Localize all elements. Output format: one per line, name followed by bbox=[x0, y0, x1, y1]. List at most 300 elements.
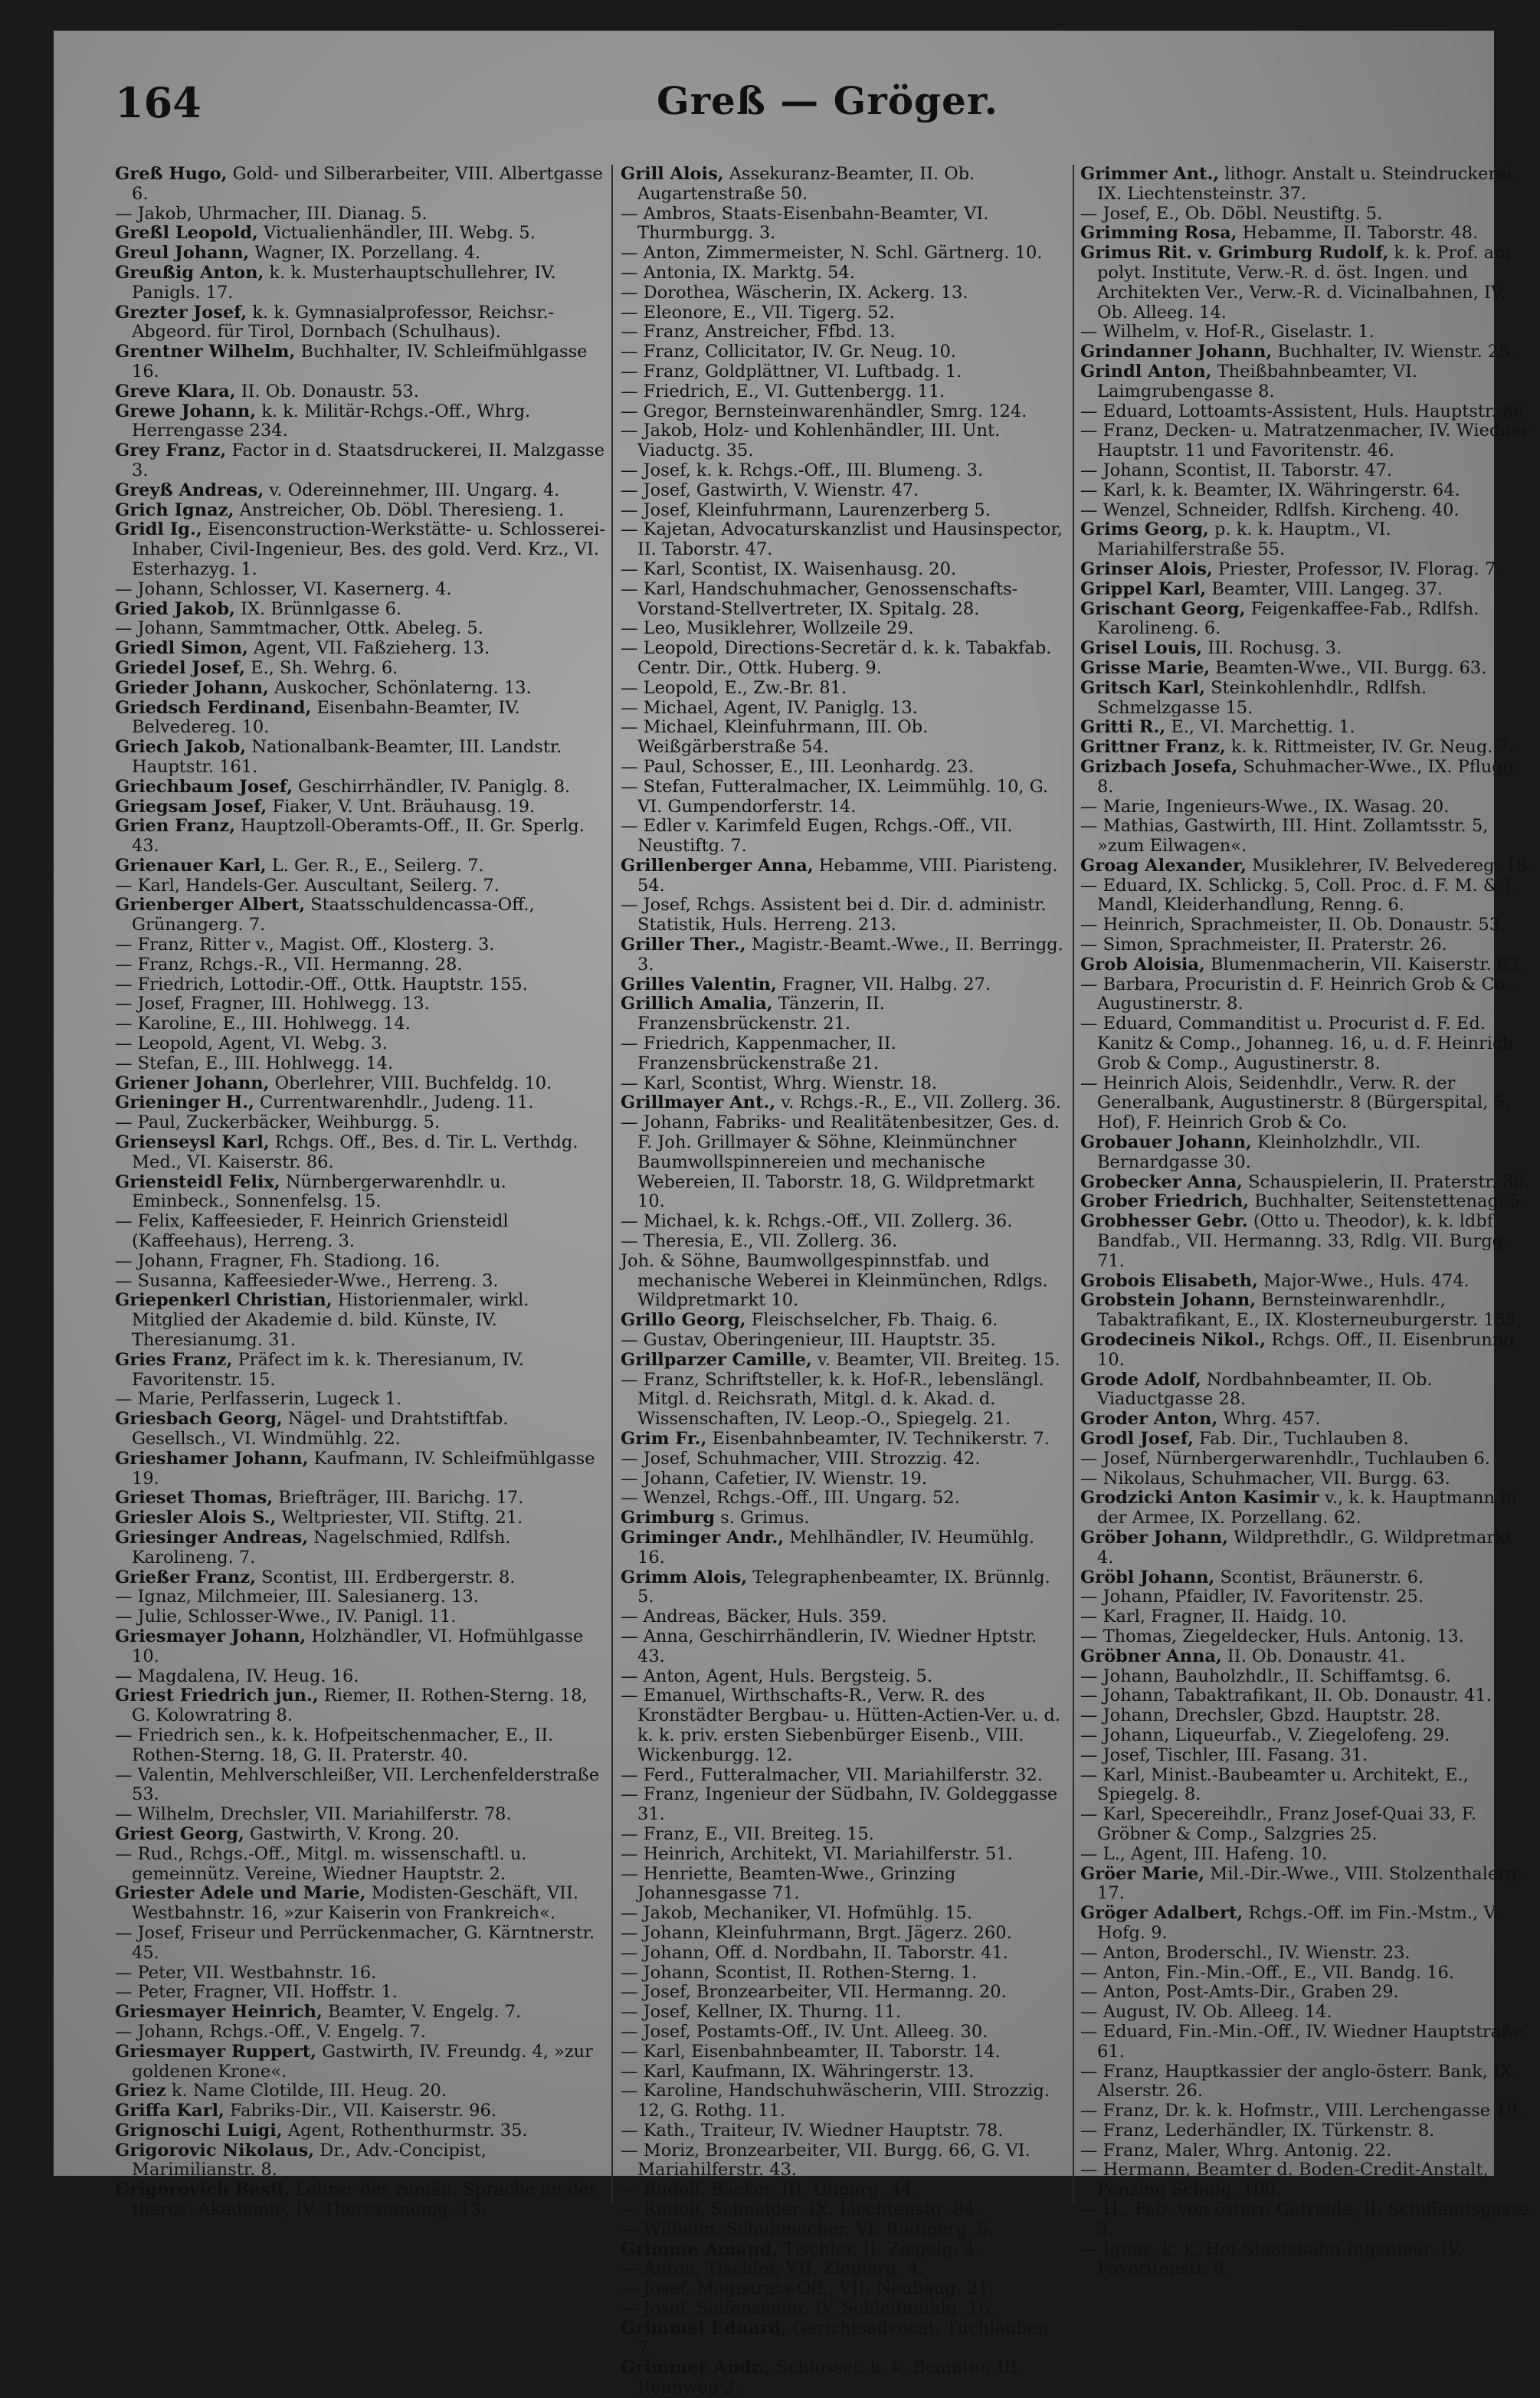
directory-entry bbox=[115, 382, 605, 402]
entry-name: Grob Aloisia, bbox=[1080, 954, 1205, 975]
directory-entry bbox=[115, 935, 605, 955]
entry-text: Fleischselcher, Fb. Thaig. 6. bbox=[751, 1310, 998, 1331]
directory-entry bbox=[621, 1845, 1065, 1865]
entry-text: — Johann, Fragner, Fh. Stadiong. 16. bbox=[115, 1250, 441, 1271]
directory-entry bbox=[1080, 955, 1534, 975]
entry-text: — Johann, Liqueurfab., V. Ziegelofeng. 29. bbox=[1080, 1725, 1450, 1745]
directory-entry bbox=[1080, 323, 1534, 342]
entry-name: Grindl Anton, bbox=[1080, 361, 1212, 382]
directory-entry bbox=[621, 1489, 1065, 1509]
entry-text: — Anton, Zimmermeister, N. Schl. Gärtnerg. 10. bbox=[621, 243, 1043, 264]
entry-text: Hebamme, II. Taborstr. 48. bbox=[1242, 223, 1479, 244]
entry-name: Grinser Alois, bbox=[1080, 559, 1213, 579]
directory-entry bbox=[115, 798, 605, 817]
entry-text: — Jakob, Mechaniker, VI. Hofmühlg. 15. bbox=[621, 1903, 972, 1924]
directory-entry bbox=[115, 1627, 605, 1667]
directory-entry bbox=[1080, 975, 1534, 1015]
entry-name: Griepenkerl Christian, bbox=[115, 1290, 333, 1311]
directory-entry bbox=[621, 699, 1065, 719]
entry-text: — Antonia, IX. Marktg. 54. bbox=[621, 262, 855, 283]
entry-text: Fabriks-Dir., VII. Kaiserstr. 96. bbox=[230, 2101, 496, 2121]
entry-text: v., k. k. Hauptmann in der Armee, IX. Porzellang. 62. bbox=[1097, 1488, 1517, 1528]
entry-text: — Franz, Ritter v., Magist. Off., Klosterg. 3. bbox=[115, 935, 495, 955]
directory-entry bbox=[115, 876, 605, 896]
directory-entry bbox=[1080, 1964, 1534, 1984]
entry-text: — Paul, Schosser, E., III. Leonhardg. 23. bbox=[621, 756, 974, 777]
entry-name: Grodl Josef, bbox=[1080, 1429, 1194, 1449]
directory-entry bbox=[621, 303, 1065, 323]
directory-entry bbox=[1080, 738, 1534, 758]
entry-text: Nagelschmied, Rdlfsh. Karolineng. 7. bbox=[132, 1527, 511, 1568]
entry-text: k. k. Prof. am polyt. Institute, Verw.-R. d. öst. Ingen. und Architekten Ver., Verw.-R. d. Vicinalbahnen, IV. Ob. Alleeg. 14. bbox=[1097, 243, 1511, 323]
entry-text: Präfect im k. k. Theresianum, IV. Favoritenstr. 15. bbox=[132, 1349, 524, 1390]
entry-text: L. Ger. R., E., Seilerg. 7. bbox=[271, 855, 484, 876]
entry-name: Grimmel Eduard, bbox=[621, 2318, 788, 2338]
entry-text: — Wilhelm, Drechsler, VII. Mariahilferstr. 78. bbox=[115, 1804, 512, 1825]
entry-text: Tischler, II. Ziegelg. 4. bbox=[783, 2239, 981, 2259]
entry-name: Griller Ther., bbox=[621, 935, 746, 955]
directory-entry bbox=[1080, 718, 1534, 738]
directory-entry bbox=[621, 857, 1065, 896]
directory-entry bbox=[115, 501, 605, 521]
directory-entry bbox=[115, 1924, 605, 1964]
entry-name: Grießer Franz, bbox=[115, 1567, 257, 1587]
directory-entry bbox=[621, 994, 1065, 1034]
entry-name: Grimme Amand, bbox=[621, 2239, 778, 2259]
entry-text: Nürnbergerwarenhdlr. u. Eminbeck., Sonnenfelsg. 15. bbox=[132, 1171, 506, 1212]
entry-text: — Franz, Hauptkassier der anglo-österr. Bank, IX. Alserstr. 26. bbox=[1080, 2061, 1519, 2102]
directory-entry bbox=[621, 2319, 1065, 2359]
directory-entry bbox=[1080, 1627, 1534, 1647]
entry-text: Eisenbahn-Beamter, IV. Belvedereg. 10. bbox=[132, 697, 520, 738]
directory-entry bbox=[621, 619, 1065, 639]
directory-entry bbox=[621, 2062, 1065, 2082]
entry-text: Telegraphenbeamter, IX. Brünnlg. 5. bbox=[637, 1567, 1050, 1607]
entry-name: Grienseysl Karl, bbox=[115, 1132, 270, 1153]
entry-name: Grimming Rosa, bbox=[1080, 223, 1237, 244]
entry-text: Gold- und Silberarbeiter, VIII. Albertgasse 6. bbox=[132, 164, 603, 204]
entry-text: Tänzerin, II. Franzensbrückenstr. 21. bbox=[637, 994, 885, 1034]
entry-name: Griesinger Andreas, bbox=[115, 1527, 309, 1548]
directory-entry bbox=[1080, 639, 1534, 659]
directory-entry bbox=[621, 718, 1065, 758]
entry-name: Grignoschi Luigi, bbox=[115, 2120, 283, 2141]
directory-entry bbox=[115, 1489, 605, 1509]
entry-text: — Jakob, Holz- und Kohlenhändler, III. Unt. Viaductg. 35. bbox=[621, 421, 1001, 461]
directory-entry bbox=[621, 1469, 1065, 1489]
entry-text: Scontist, Bräunerstr. 6. bbox=[1220, 1567, 1424, 1587]
directory-entry bbox=[115, 2121, 605, 2141]
entry-text: — Felix, Kaffeesieder, F. Heinrich Griensteidl (Kaffeehaus), Herreng. 3. bbox=[115, 1211, 509, 1252]
entry-name: Greußig Anton, bbox=[115, 262, 264, 283]
directory-entry bbox=[1080, 1430, 1534, 1450]
entry-text: — Johann, Sammtmacher, Ottk. Abeleg. 5. bbox=[115, 618, 483, 639]
directory-entry bbox=[621, 1607, 1065, 1627]
directory-entry bbox=[621, 1371, 1065, 1430]
entry-text: — Anton, Post-Amts-Dir., Graben 29. bbox=[1080, 1982, 1399, 2003]
directory-entry bbox=[115, 1034, 605, 1054]
entry-text: Fiaker, V. Unt. Bräuhausg. 19. bbox=[272, 796, 536, 817]
entry-name: Griedl Simon, bbox=[115, 638, 248, 659]
entry-text: — Franz, E., VII. Breiteg. 15. bbox=[621, 1823, 874, 1844]
directory-entry bbox=[1080, 1865, 1534, 1905]
entry-text: v. Odereinnehmer, III. Ungarg. 4. bbox=[269, 480, 560, 500]
entry-name: Griester Adele und Marie, bbox=[115, 1883, 366, 1904]
directory-entry bbox=[621, 1509, 1065, 1528]
directory-entry bbox=[115, 1568, 605, 1588]
directory-entry bbox=[115, 1766, 605, 1806]
directory-page bbox=[54, 31, 1533, 2398]
entry-text: — Mathias, Gastwirth, III. Hint. Zollamtsstr. 5, »zum Eilwagen«. bbox=[1080, 816, 1489, 857]
directory-entry bbox=[115, 857, 605, 876]
directory-entry bbox=[621, 244, 1065, 264]
entry-text: — Wenzel, Rchgs.-Off., III. Ungarg. 52. bbox=[621, 1488, 960, 1509]
directory-entry bbox=[115, 1014, 605, 1034]
directory-entry bbox=[115, 1528, 605, 1568]
entry-text: Beamter, V. Engelg. 7. bbox=[328, 2002, 522, 2023]
entry-text: E., Sh. Wehrg. 6. bbox=[251, 657, 398, 678]
entry-text: Buchhalter, IV. Wienstr. 25. bbox=[1277, 342, 1515, 362]
directory-entry bbox=[1080, 817, 1534, 857]
directory-entry bbox=[115, 165, 605, 205]
directory-entry bbox=[115, 224, 605, 244]
entry-text: Priester, Professor, IV. Florag. 7. bbox=[1217, 559, 1502, 579]
directory-entry bbox=[115, 994, 605, 1014]
directory-entry bbox=[621, 382, 1065, 402]
entry-text: Mil.-Dir.-Wwe., VIII. Stolzenthalerg. 17. bbox=[1097, 1863, 1523, 1904]
entry-text: Musiklehrer, IV. Belvedereg. 18. bbox=[1252, 855, 1533, 876]
directory-entry bbox=[115, 1450, 605, 1489]
entry-text: Kleinholzhdlr., VII. Bernardgasse 30. bbox=[1097, 1132, 1421, 1172]
directory-entry bbox=[1080, 1944, 1534, 1964]
entry-text: Magistr.-Beamt.-Wwe., II. Berringg. 3. bbox=[637, 935, 1063, 975]
entry-text: — Ignaz, Milchmeier, III. Salesianerg. 13. bbox=[115, 1587, 479, 1607]
directory-entry bbox=[621, 1093, 1065, 1113]
directory-entry bbox=[115, 1587, 605, 1607]
column-rule bbox=[611, 165, 613, 2203]
directory-entry bbox=[1080, 362, 1534, 402]
page-header bbox=[115, 78, 1540, 139]
directory-entry bbox=[1080, 2200, 1534, 2240]
entry-name: Griez bbox=[115, 2081, 166, 2102]
entry-text: Hebamme, VIII. Piaristeng. 54. bbox=[637, 855, 1058, 896]
entry-name: Groder Anton, bbox=[1080, 1409, 1218, 1430]
entry-text: — Franz, Rchgs.-R., VII. Hermanng. 28. bbox=[115, 954, 463, 975]
page-number: 164 bbox=[115, 78, 202, 127]
entry-name: Gröber Johann, bbox=[1080, 1527, 1228, 1548]
directory-entry bbox=[1080, 1528, 1534, 1568]
entry-text: Wagner, IX. Porzellang. 4. bbox=[254, 243, 481, 264]
entry-text: — Karl, Handschuhmacher, Genossenschafts-Vorstand-Stellvertreter, IX. Spitalg. 28. bbox=[621, 578, 1018, 619]
entry-text: — Franz, Maler, Whrg. Antonig. 22. bbox=[1080, 2140, 1392, 2160]
entry-text: Victualienhändler, III. Webg. 5. bbox=[264, 223, 536, 244]
entry-text: Gerichtsadvocat, Tuchlauben 7. bbox=[637, 2318, 1049, 2358]
entry-text: — Rudolf, Bäcker, III. Ungarg. 44. bbox=[621, 2180, 918, 2200]
entry-text: — Josef, Schuhmacher, VIII. Strozzig. 42. bbox=[621, 1448, 981, 1469]
entry-text: II. Ob. Donaustr. 41. bbox=[1227, 1646, 1406, 1666]
directory-entry bbox=[1080, 1173, 1534, 1193]
entry-text: — Franz, Collicitator, IV. Gr. Neug. 10. bbox=[621, 342, 956, 362]
entry-text: — Wilhelm, v. Hof-R., Giselastr. 1. bbox=[1080, 322, 1375, 342]
directory-entry bbox=[621, 1232, 1065, 1252]
entry-text: k. Name Clotilde, III. Heug. 20. bbox=[171, 2081, 447, 2102]
entry-name: Gröer Marie, bbox=[1080, 1863, 1205, 1884]
entry-text: — Karl, Minist.-Baubeamter u. Architekt, E., Spiegelg. 8. bbox=[1080, 1764, 1469, 1805]
entry-text: — Andreas, Bäcker, Huls. 359. bbox=[621, 1607, 887, 1627]
entry-name: Grillenberger Anna, bbox=[621, 855, 814, 876]
entry-text: Fab. Dir., Tuchlauben 8. bbox=[1199, 1429, 1409, 1449]
directory-entry bbox=[621, 1686, 1065, 1765]
entry-text: (Otto u. Theodor), k. k. ldbf. Bandfab., VII. Hermanng. 33, Rdlg. VII. Burgg. 71. bbox=[1097, 1211, 1509, 1271]
entry-text: — Anton, Broderschl., IV. Wienstr. 23. bbox=[1080, 1942, 1411, 1963]
entry-text: — Eleonore, E., VII. Tigerg. 52. bbox=[621, 302, 895, 323]
entry-text: — Leopold, E., Zw.-Br. 81. bbox=[621, 677, 847, 698]
directory-entry bbox=[115, 520, 605, 579]
entry-name: Grezter Josef, bbox=[115, 302, 247, 323]
entry-text: — Kajetan, Advocaturskanzlist und Hausinspector, II. Taborstr. 47. bbox=[621, 519, 1063, 560]
directory-entry bbox=[1080, 1845, 1534, 1865]
entry-text: — Johann, Bauholzhdlr., II. Schiffamtsg. 6. bbox=[1080, 1666, 1452, 1686]
entry-text: — Rud., Rchgs.-Off., Mitgl. m. wissenschaftl. u. gemeinnütz. Vereine, Wiedner Hauptstr. 2. bbox=[115, 1843, 527, 1884]
entry-text: Dr., Adv.-Concipist, Marimilianstr. 8. bbox=[132, 2140, 487, 2180]
directory-entry bbox=[115, 1667, 605, 1687]
directory-entry bbox=[621, 679, 1065, 699]
directory-entry bbox=[621, 1252, 1065, 1311]
entry-text: — Karoline, E., III. Hohlwegg. 14. bbox=[115, 1014, 411, 1034]
entry-text: — Josef, Kleinfuhrmann, Laurenzerberg 5. bbox=[621, 500, 991, 520]
entry-text: — Henriette, Beamten-Wwe., Grinzing Johannesgasse 71. bbox=[621, 1863, 956, 1904]
entry-text: Riemer, II. Rothen-Sterng. 18, G. Kolowratring 8. bbox=[132, 1685, 588, 1726]
directory-entry bbox=[115, 778, 605, 798]
entry-text: — Valentin, Mehlverschleißer, VII. Lerchenfelderstraße 53. bbox=[115, 1764, 600, 1805]
entry-name: Grieshamer Johann, bbox=[115, 1448, 309, 1469]
directory-entry bbox=[621, 501, 1065, 521]
directory-entry bbox=[1080, 1410, 1534, 1430]
directory-entry bbox=[621, 1528, 1065, 1568]
entry-name: Grobauer Johann, bbox=[1080, 1132, 1252, 1153]
entry-text: Assekuranz-Beamter, II. Ob. Augartenstraße 50. bbox=[637, 164, 975, 204]
directory-entry bbox=[621, 1331, 1065, 1351]
entry-text: — Anton, Tischler, VII. Zieglerg. 4. bbox=[621, 2259, 925, 2279]
directory-entry bbox=[1080, 1074, 1534, 1133]
directory-entry bbox=[1080, 1766, 1534, 1806]
entry-text: — Eduard, Fin.-Min.-Off., IV. Wiedner Hauptstraße 61. bbox=[1080, 2021, 1523, 2062]
entry-text: — Franz, Decken- u. Matratzenmacher, IV. Wiedner Hauptstr. 11 und Favoritenstr. 46. bbox=[1080, 421, 1530, 461]
directory-entry bbox=[621, 520, 1065, 560]
directory-entry bbox=[1080, 1983, 1534, 2003]
entry-text: — Johann, Rchgs.-Off., V. Engelg. 7. bbox=[115, 2021, 426, 2042]
entry-text: Beamten-Wwe., VII. Burgg. 63. bbox=[1215, 657, 1487, 678]
entry-text: Whrg. 457. bbox=[1223, 1409, 1321, 1430]
directory-entry bbox=[1080, 1014, 1534, 1073]
entry-text: — Karl, Scontist, Whrg. Wienstr. 18. bbox=[621, 1073, 938, 1093]
entry-name: Griedel Josef, bbox=[115, 657, 246, 678]
directory-entry bbox=[1080, 1904, 1534, 1944]
entry-text: — Marie, Ingenieurs-Wwe., IX. Wasag. 20. bbox=[1080, 796, 1450, 817]
entry-text: — Josef, Kellner, IX. Thurng. 11. bbox=[621, 2002, 902, 2023]
directory-entry bbox=[621, 1667, 1065, 1687]
directory-entry bbox=[621, 362, 1065, 382]
entry-name: Grimmer Andr., bbox=[621, 2357, 772, 2378]
entry-text: — Josef, Friseur und Perrückenmacher, G. Kärntnerstr. 45. bbox=[115, 1922, 595, 1963]
directory-entry bbox=[621, 758, 1065, 778]
directory-entry bbox=[115, 2180, 605, 2220]
entry-name: Grimmer Ant., bbox=[1080, 164, 1220, 184]
directory-entry bbox=[115, 2043, 605, 2082]
entry-name: Griffa Karl, bbox=[115, 2101, 224, 2121]
directory-entry bbox=[621, 283, 1065, 303]
entry-name: Griegsam Josef, bbox=[115, 796, 267, 817]
entry-name: Gröger Adalbert, bbox=[1080, 1903, 1243, 1924]
directory-entry bbox=[115, 1133, 605, 1173]
entry-text: Nationalbank-Beamter, III. Landstr. Hauptstr. 161. bbox=[132, 737, 562, 777]
entry-text: — Thomas, Ziegeldecker, Huls. Antonig. 13. bbox=[1080, 1626, 1464, 1646]
directory-entry bbox=[621, 1212, 1065, 1232]
entry-text: — Johann, Pfaidler, IV. Favoritenstr. 25. bbox=[1080, 1587, 1424, 1607]
directory-entry bbox=[1080, 798, 1534, 817]
directory-entry bbox=[1080, 461, 1534, 481]
directory-entry bbox=[115, 1074, 605, 1094]
directory-entry bbox=[621, 2003, 1065, 2023]
directory-entry bbox=[115, 1964, 605, 1984]
directory-entry bbox=[1080, 1489, 1534, 1528]
entry-text: — Anna, Geschirrhändlerin, IV. Wiedner Hptstr. 43. bbox=[621, 1626, 1037, 1666]
directory-entry bbox=[621, 264, 1065, 283]
directory-entry bbox=[115, 1884, 605, 1924]
entry-name: Griesmayer Ruppert, bbox=[115, 2041, 316, 2062]
entry-text: — Karl, Scontist, IX. Waisenhausg. 20. bbox=[621, 559, 957, 579]
directory-entry bbox=[115, 1805, 605, 1825]
entry-text: — Michael, Kleinfuhrmann, III. Ob. Weißgärberstraße 54. bbox=[621, 717, 929, 758]
entry-text: — Dorothea, Wäscherin, IX. Ackerg. 13. bbox=[621, 282, 968, 303]
entry-text: Gastwirth, IV. Freundg. 4, »zur goldenen Krone«. bbox=[132, 2041, 593, 2082]
directory-entry bbox=[621, 2200, 1065, 2220]
entry-text: — Friedrich, Lottodir.-Off., Ottk. Hauptstr. 155. bbox=[115, 974, 528, 994]
entry-text: — Josef, Tischler, III. Fasang. 31. bbox=[1080, 1744, 1368, 1765]
directory-entry bbox=[1080, 205, 1534, 224]
entry-text: Major-Wwe., Huls. 474. bbox=[1263, 1270, 1470, 1291]
entry-text: — Johann, Scontist, II. Rothen-Sterng. 1. bbox=[621, 1962, 978, 1983]
directory-entry bbox=[621, 1450, 1065, 1469]
directory-entry bbox=[621, 1964, 1065, 1984]
entry-text: — Karl, Specereihdlr., Franz Josef-Quai 33, F. Gröbner & Comp., Salzgries 25. bbox=[1080, 1804, 1477, 1844]
directory-entry bbox=[115, 1173, 605, 1213]
entry-name: Greul Johann, bbox=[115, 243, 250, 264]
directory-entry bbox=[1080, 560, 1534, 580]
directory-entry bbox=[115, 303, 605, 343]
directory-entry bbox=[621, 481, 1065, 501]
directory-entry bbox=[621, 1904, 1065, 1924]
directory-entry bbox=[115, 619, 605, 639]
directory-entry bbox=[1080, 1706, 1534, 1726]
directory-entry bbox=[621, 2023, 1065, 2043]
directory-entry bbox=[621, 778, 1065, 817]
entry-text: Oberlehrer, VIII. Buchfeldg. 10. bbox=[274, 1073, 552, 1093]
directory-entry bbox=[1080, 1647, 1534, 1667]
entry-text: — Simon, Sprachmeister, II. Praterstr. 26. bbox=[1080, 935, 1447, 955]
entry-name: Grillmayer Ant., bbox=[621, 1093, 776, 1113]
entry-text: v. Rchgs.-R., E., VII. Zollerg. 36. bbox=[781, 1093, 1062, 1113]
directory-entry bbox=[1080, 2102, 1534, 2121]
directory-entry bbox=[1080, 2062, 1534, 2102]
directory-entry bbox=[115, 2003, 605, 2023]
entry-text: Modisten-Geschäft, VII. Westbahnstr. 16, »zur Kaiserin von Frankreich«. bbox=[132, 1883, 579, 1924]
entry-text: — Friedrich, Kappenmacher, II. Franzensbrückenstraße 21. bbox=[621, 1034, 896, 1073]
entry-text: k. k. Gymnasialprofessor, Reichsr.-Abgeord. für Tirol, Dornbach (Schulhaus). bbox=[132, 302, 555, 342]
directory-entry bbox=[621, 421, 1065, 461]
entry-text: Factor in d. Staatsdruckerei, II. Malzgasse 3. bbox=[132, 441, 605, 480]
column-rule bbox=[1073, 165, 1074, 2203]
entry-name: Grigorovich Basil, bbox=[115, 2180, 290, 2200]
entry-text: — Eduard, Commanditist u. Procurist d. F. Ed. Kanitz & Comp., Johanneg. 16, u. d. F. Heinrich Grob & Comp., Augustinerstr. 8. bbox=[1080, 1014, 1514, 1073]
entry-text: Kaufmann, IV. Schleifmühlgasse 19. bbox=[132, 1448, 595, 1489]
entry-text: — Ignaz, k. k. Hof-Staatsbahn-Ingenieur, IV. Favoritenstr. 8. bbox=[1080, 2239, 1463, 2279]
entry-text: Currentwarenhdlr., Judeng. 11. bbox=[260, 1093, 534, 1113]
directory-entry bbox=[1080, 1587, 1534, 1607]
entry-text: — Wilhelm, Schuhmacher, VI. Rüdigerg. 5. bbox=[621, 2219, 994, 2239]
entry-text: — Friedrich, E., VI. Guttenbergg. 11. bbox=[621, 381, 945, 401]
entry-text: — Josef, Magistrats-Off., VII. Neubaug. 21. bbox=[621, 2278, 994, 2299]
directory-entry bbox=[621, 2259, 1065, 2279]
directory-entry bbox=[115, 955, 605, 975]
entry-name: Greve Klara, bbox=[115, 381, 236, 401]
directory-entry bbox=[621, 461, 1065, 481]
entry-name: Gries Franz, bbox=[115, 1349, 233, 1370]
directory-entry bbox=[621, 817, 1065, 857]
entry-text: — Franz, Dr. k. k. Hofmstr., VIII. Lerchengasse 19. bbox=[1080, 2101, 1524, 2121]
entry-text: — August, IV. Ob. Alleeg. 14. bbox=[1080, 2002, 1332, 2023]
entry-name: Grode Adolf, bbox=[1080, 1369, 1201, 1390]
directory-entry bbox=[1080, 1331, 1534, 1371]
entry-text: — H., Fab. von österr. Getreide, II. Schiffamtsgasse 3. bbox=[1080, 2200, 1530, 2239]
entry-text: — Josef, Rchgs. Assistent bei d. Dir. d. administr. Statistik, Huls. Herreng. 213. bbox=[621, 895, 1047, 935]
directory-entry bbox=[621, 1113, 1065, 1212]
entry-text: — Magdalena, IV. Heug. 16. bbox=[115, 1666, 359, 1686]
directory-entry bbox=[1080, 1607, 1534, 1627]
entry-text: — Johann, Tabaktrafikant, II. Ob. Donaustr. 41. bbox=[1080, 1685, 1492, 1706]
directory-entry bbox=[115, 1983, 605, 2003]
entry-name: Gröbl Johann, bbox=[1080, 1567, 1215, 1587]
directory-entry bbox=[621, 1351, 1065, 1371]
entry-text: Mehlhändler, IV. Heumühlg. 16. bbox=[637, 1527, 1035, 1568]
directory-entry bbox=[1080, 244, 1534, 323]
directory-entry bbox=[621, 1311, 1065, 1331]
entry-text: — Josef, Seifensieder, IV. Schleifmühlg. 16. bbox=[621, 2298, 996, 2319]
entry-text: Bernsteinwarenhdlr., Tabaktrafikant, E., IX. Klosterneuburgerstr. 155. bbox=[1097, 1290, 1522, 1331]
entry-name: Griest Georg, bbox=[115, 1823, 244, 1844]
entry-name: Grittner Franz, bbox=[1080, 737, 1226, 758]
directory-entry bbox=[115, 1351, 605, 1391]
entry-text: s. Grimus. bbox=[720, 1508, 810, 1528]
entry-text: Beamter, VIII. Langeg. 37. bbox=[1211, 578, 1443, 599]
directory-entry bbox=[115, 1054, 605, 1074]
entry-text: Agent, VII. Faßzieherg. 13. bbox=[254, 638, 490, 659]
entry-text: — Moriz, Bronzearbeiter, VII. Burgg. 66, G. VI. Mariahilferstr. 43. bbox=[621, 2140, 1030, 2180]
directory-entry bbox=[621, 2279, 1065, 2299]
entry-text: Rchgs.-Off. im Fin.-Mstm., V. Hofg. 9. bbox=[1097, 1903, 1499, 1943]
directory-entry bbox=[621, 896, 1065, 935]
entry-text: — Susanna, Kaffeesieder-Wwe., Herreng. 3. bbox=[115, 1270, 499, 1291]
entry-name: Grienberger Albert, bbox=[115, 895, 306, 916]
directory-entry bbox=[115, 244, 605, 264]
directory-entry bbox=[115, 896, 605, 935]
directory-entry bbox=[621, 2240, 1065, 2260]
entry-text: — Josef, Gastwirth, V. Wienstr. 47. bbox=[621, 480, 919, 500]
entry-text: — Johann, Kleinfuhrmann, Brgt. Jägerz. 260. bbox=[621, 1922, 1012, 1943]
entry-name: Griesmayer Heinrich, bbox=[115, 2002, 323, 2023]
entry-text: — Heinrich, Sprachmeister, II. Ob. Donaustr. 53. bbox=[1080, 915, 1506, 935]
entry-text: Geschirrhändler, IV. Paniglg. 8. bbox=[298, 776, 571, 797]
